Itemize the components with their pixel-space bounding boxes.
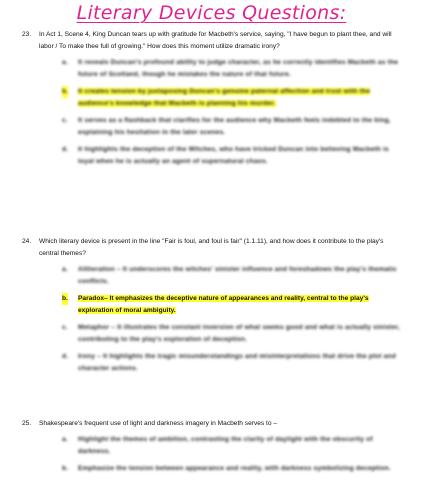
answer-option-d — [62, 351, 402, 375]
answer-options — [22, 434, 402, 475]
option-text: It highlights the deception of the Witches, who have tricked Duncan into believing Macbeth is loyal when he is actually an agent of supernatural chaos. — [78, 146, 389, 165]
answer-option-a — [62, 264, 402, 288]
option-letter: c. — [62, 324, 68, 331]
option-text: Highlight the themes of ambition, contrasting the clarity of daylight with the obscurity of darkness. — [78, 436, 373, 455]
answer-option-d — [62, 144, 402, 168]
question-number: 24. — [22, 238, 32, 245]
option-text: Irony – It highlights the tragic misunderstandings and misinterpretations that drive the plot and character actions. — [78, 353, 396, 372]
option-text: It creates tension by juxtaposing Duncan's genuine paternal affection and trust with the audience's knowledge that Macbeth is planning his murder. — [78, 88, 371, 107]
answer-option-c — [62, 322, 402, 346]
question-stem: Which literary device is present in the line "Fair is foul, and foul is fair" (1.1.11), and how does it contribute to the play's central themes? — [39, 238, 384, 257]
option-text: It reveals Duncan's profound ability to judge character, as he correctly identifies Macbeth as the future of Scotland, though he mistakes the nature of that future. — [78, 59, 399, 78]
option-letter: a. — [62, 59, 68, 66]
option-text: Emphasize the tension between appearance and reality, with darkness symbolizing deception. — [78, 465, 391, 472]
option-letter: b. — [62, 465, 69, 472]
answer-option-b — [62, 463, 402, 475]
option-text: Alliteration – It underscores the witches' sinister influence and foreshadows the play's thematic conflicts. — [78, 266, 397, 285]
option-letter: a. — [62, 266, 68, 273]
option-letter: b. — [62, 86, 68, 98]
answer-option-b — [62, 86, 402, 110]
answer-option-a — [62, 57, 402, 81]
answer-option-c — [62, 115, 402, 139]
question-stem: In Act 1, Scene 4, King Duncan tears up with gratitude for Macbeth's service, saying, "I have begun to plant thee, and will labor / To make thee full of growing." How does this moment utilize dramatic irony? — [39, 31, 392, 50]
question-24 — [22, 236, 402, 380]
option-letter: c. — [62, 117, 68, 124]
answer-option-a — [62, 434, 402, 458]
answer-options — [22, 264, 402, 375]
option-letter: d. — [62, 353, 69, 360]
option-text: It serves as a flashback that clarifies for the audience why Macbeth feels indebted to the king, explaining his hesitation in the later scenes. — [78, 117, 391, 136]
option-text: Paradox– It emphasizes the deceptive nature of appearances and reality, central to the play's exploration of moral ambiguity. — [78, 295, 369, 314]
option-letter: b. — [62, 293, 68, 305]
option-letter: d. — [62, 146, 69, 153]
question-number: 23. — [22, 31, 32, 38]
answer-options — [22, 57, 402, 168]
option-text: Metaphor – It illustrates the constant inversion of what seems good and what is actually sinister, contributing to the play's exploration of deception. — [78, 324, 400, 343]
question-number: 25. — [22, 420, 32, 427]
question-stem: Shakespeare's frequent use of light and darkness imagery in Macbeth serves to – — [39, 420, 278, 427]
question-23 — [22, 29, 402, 173]
option-letter: a. — [62, 436, 68, 443]
answer-option-b — [62, 293, 402, 317]
question-25 — [22, 418, 402, 480]
page-title: Literary Devices Questions: — [76, 2, 347, 24]
